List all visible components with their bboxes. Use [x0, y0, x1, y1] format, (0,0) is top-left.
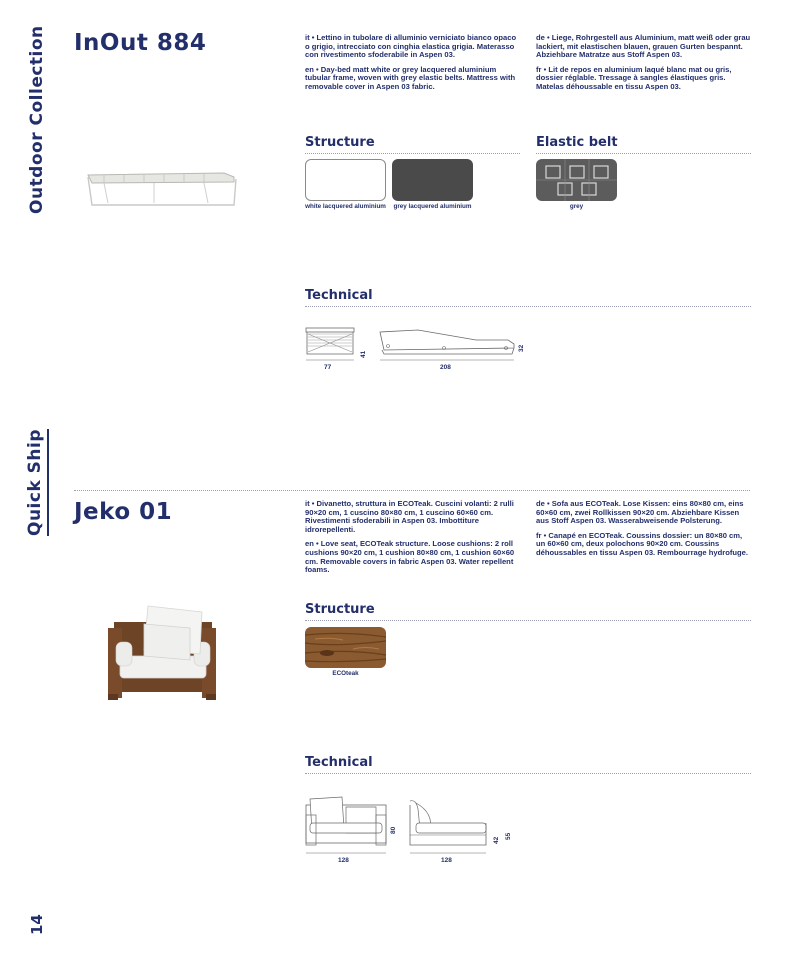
- swatch-label-white: white lacquered aluminium: [305, 203, 386, 210]
- section-divider: [74, 490, 750, 491]
- dim-length: 208: [440, 364, 451, 371]
- dim-side-height: 55: [505, 832, 512, 840]
- description-fr: fr • Lit de repos en aluminium laqué blanc mat ou gris, dossier réglable. Tressage à sangles élastiques gris. Matelas déhoussable en tissu Aspen 03.: [536, 64, 732, 91]
- description-de: de • Liege, Rohrgestell aus Aluminium, matt weiß oder grau lackiert, mit elastischen blauen, grauen Gurten bespannt. Abziehbare Matratze aus Stoff Aspen 03.: [536, 33, 751, 60]
- technical-heading: Technical: [305, 755, 373, 770]
- structure-rule: [305, 153, 520, 154]
- elastic-heading: Elastic belt: [536, 135, 618, 150]
- product-title: InOut 884: [74, 30, 207, 56]
- technical-drawing-front: [304, 795, 388, 855]
- structure-rule: [305, 620, 751, 621]
- swatch-grey-aluminium: [392, 159, 473, 201]
- elastic-rule: [536, 153, 751, 154]
- description-de: de • Sofa aus ECOTeak. Lose Kissen: eins 80×80 cm, eins 60×60 cm, zwei Rollkissen 90×20 cm. Abziehbare Kissen aus Stoff Aspen 03. Wasserabweisende Polsterung.: [536, 499, 744, 526]
- swatch-grey-belt: [536, 159, 617, 201]
- dim-side-width: 77: [324, 364, 332, 371]
- swatch-label-ecoteak: ECOteak: [332, 670, 359, 677]
- structure-heading: Structure: [305, 135, 375, 150]
- description-right: [536, 34, 752, 98]
- description-en: en • Day-bed matt white or grey lacquered aluminium tubular frame, woven with grey elastic belts. Mattress with removable cover in Aspen 03 fabric.: [305, 64, 516, 91]
- technical-rule: [305, 306, 751, 307]
- technical-drawing-length: [378, 326, 518, 362]
- dim-side-width: 128: [441, 857, 452, 864]
- collection-label: Outdoor Collection: [27, 25, 47, 214]
- structure-heading: Structure: [305, 602, 375, 617]
- dim-side-height: 41: [360, 350, 367, 358]
- description-left: [305, 500, 520, 581]
- page-number: 14: [28, 914, 46, 935]
- description-fr: fr • Canapé en ECOTeak. Coussins dossier: un 80×80 cm, un 60×60 cm, deux polochons 90×20 cm. Coussins déhoussables en tissu Aspen 03. Rembourrage hydrofuge.: [536, 530, 748, 557]
- product-title: Jeko 01: [74, 499, 173, 525]
- technical-drawing-side: [305, 326, 357, 362]
- loveseat-image: [104, 602, 220, 702]
- swatch-white-aluminium: [305, 159, 386, 201]
- technical-drawing-side: [406, 795, 490, 855]
- description-en: en • Love seat, ECOTeak structure. Loose cushions: 2 roll cushions 90×20 cm, 1 cushion 80×80 cm, 1 cushion 60×60 cm. Removable covers in fabric Aspen 03. Water repellent foams.: [305, 539, 515, 575]
- swatch-label-grey: grey lacquered aluminium: [393, 203, 472, 210]
- quick-ship-label: Quick Ship: [25, 429, 49, 536]
- description-left: [305, 34, 520, 98]
- daybed-image: [84, 165, 244, 210]
- description-it: it • Divanetto, struttura in ECOTeak. Cuscini volanti: 2 rulli 90×20 cm, 1 cuscino 80×80 cm, 1 cuscino 60×60 cm. Rivestimenti sfoderabili in Aspen 03. Imbottiture idrorepellenti.: [305, 499, 514, 534]
- description-it: it • Lettino in tubolare di alluminio verniciato bianco opaco o grigio, intrecciato con cinghia elastica grigia. Materasso con rivestimento sfoderabile in Aspen 03.: [305, 33, 517, 60]
- technical-rule: [305, 773, 751, 774]
- technical-heading: Technical: [305, 288, 373, 303]
- dim-length-height: 32: [518, 344, 525, 352]
- dim-side-seat: 42: [493, 836, 500, 844]
- description-right: [536, 500, 752, 564]
- swatch-label-belt: grey: [569, 203, 584, 210]
- swatch-ecoteak: [305, 627, 386, 668]
- dim-front-width: 128: [338, 857, 349, 864]
- dim-front-height: 80: [390, 826, 397, 834]
